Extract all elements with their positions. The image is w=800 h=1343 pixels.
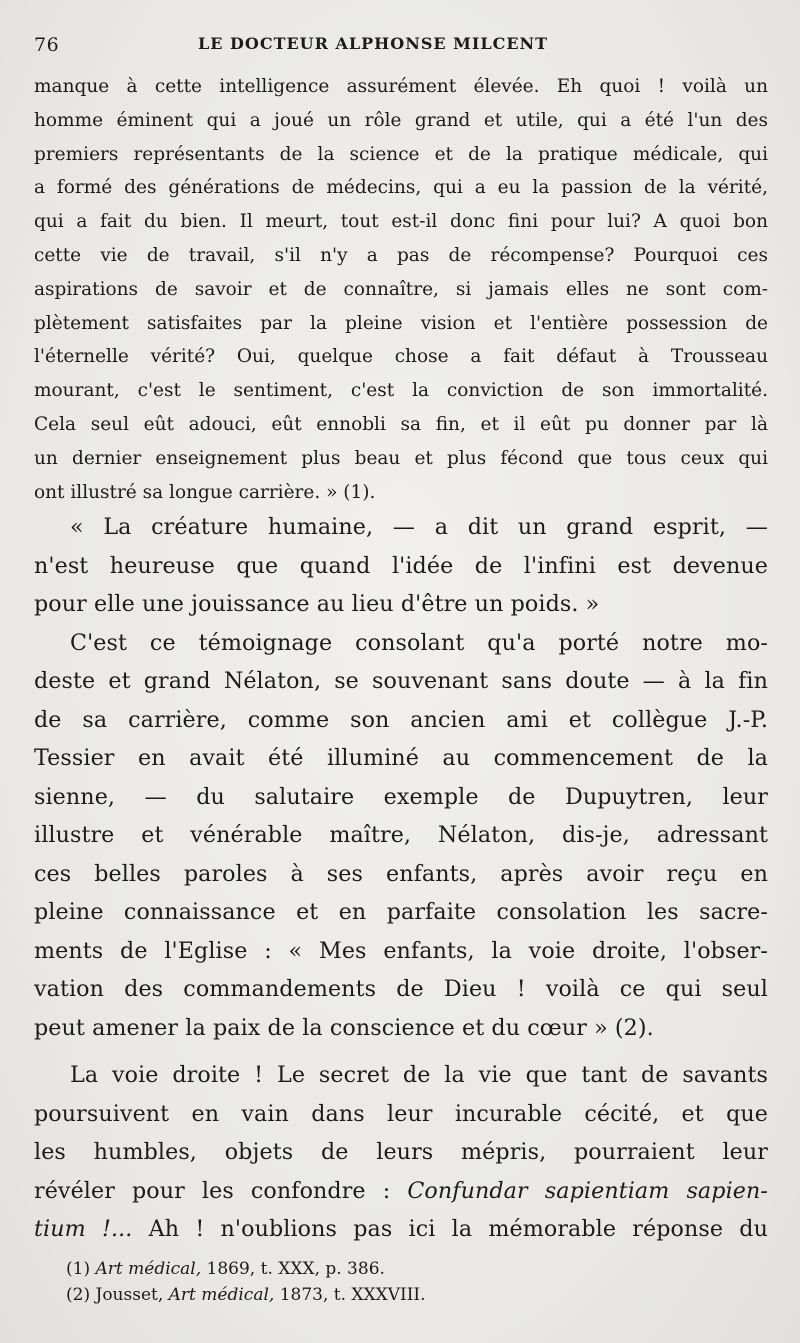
paragraph-voie-droite (34, 1056, 768, 1249)
text-line: premiers représentants de la science et de la pratique médicale, qui (34, 143, 768, 165)
text-segment: Ah ! n'oublions pas ici la mémorable réponse du (132, 1216, 768, 1242)
text-line: cette vie de travail, s'il n'y a pas de récompense? Pourquoi ces (34, 244, 768, 266)
latin-quote: Confundar sapientiam sapien- (407, 1177, 768, 1204)
text-line: a formé des générations de médecins, qui a eu la passion de la vérité, (34, 177, 768, 199)
text-line-with-latin (34, 1172, 768, 1211)
text-line: Cela seul eût adouci, eût ennobli sa fin, et il eût pu donner par là (34, 413, 768, 435)
text-line: un dernier enseignement plus beau et plus fécond que tous ceux qui (34, 447, 768, 469)
text-line: ont illustré sa longue carrière. » (1). (34, 481, 376, 503)
text-line: C'est ce témoignage consolant qu'a porté notre mo- (70, 629, 768, 656)
text-line-with-latin (34, 1210, 768, 1249)
text-line: de sa carrière, comme son ancien ami et collègue J.-P. (34, 706, 768, 733)
footnote-citation: 1869, t. XXX, p. 386. (201, 1259, 385, 1279)
text-line: plètement satisfaites par la pleine vision et l'entière possession de (34, 312, 768, 334)
text-line: mourant, c'est le sentiment, c'est la conviction de son immortalité. (34, 380, 768, 402)
text-line: n'est heureuse que quand l'idée de l'infini est devenue (34, 552, 768, 579)
footnote-source: Art médical, (168, 1285, 275, 1305)
running-title: LE DOCTEUR ALPHONSE MILCENT (198, 34, 549, 53)
paragraph-nelaton (34, 508, 768, 1047)
footnotes (66, 1256, 766, 1308)
text-line: pleine connaissance et en parfaite consolation les sacre- (34, 899, 768, 925)
footnote-source: Art médical, (95, 1259, 202, 1279)
footnote-marker: (2) (66, 1285, 91, 1305)
text-line: les humbles, objets de leurs mépris, pourraient leur (34, 1139, 768, 1165)
text-line: pour elle une jouissance au lieu d'être un poids. » (34, 591, 600, 617)
text-line: deste et grand Nélaton, se souvenant sans doute — à la fin (34, 668, 768, 694)
text-line: l'éternelle vérité? Oui, quelque chose a fait défaut à Trousseau (34, 346, 768, 368)
latin-quote: tium !... (34, 1216, 133, 1242)
page-header (34, 34, 764, 62)
paragraph-trousseau (34, 70, 768, 509)
text-line: qui a fait du bien. Il meurt, tout est-il donc fini pour lui? A quoi bon (34, 211, 768, 233)
text-line: « La créature humaine, — a dit un grand esprit, — (70, 514, 768, 540)
text-line: manque à cette intelligence assurément élevée. Eh quoi ! voilà un (34, 76, 768, 97)
footnote-2 (66, 1282, 766, 1308)
text-line: vation des commandements de Dieu ! voilà ce qui seul (34, 976, 768, 1002)
text-line: sienne, — du salutaire exemple de Dupuytren, leur (34, 783, 768, 810)
footnote-marker: (1) (66, 1259, 91, 1279)
text-line: ments de l'Eglise : « Mes enfants, la voie droite, l'obser- (34, 937, 768, 964)
text-line: La voie droite ! Le secret de la vie que tant de savants (70, 1062, 768, 1088)
footnote-1 (66, 1256, 766, 1282)
text-line: illustre et vénérable maître, Nélaton, dis-je, adressant (34, 822, 768, 848)
page-number: 76 (34, 34, 60, 56)
text-line: ces belles paroles à ses enfants, après avoir reçu en (34, 860, 768, 887)
footnote-citation: 1873, t. XXXVIII. (274, 1285, 426, 1305)
text-segment: révéler pour les confondre : (34, 1177, 408, 1204)
footnote-author: Jousset, (90, 1285, 169, 1305)
text-line: aspirations de savoir et de connaître, si jamais elles ne sont com- (34, 278, 768, 300)
text-line: poursuivent en vain dans leur incurable cécité, et que (34, 1100, 768, 1127)
text-line: peut amener la paix de la conscience et du cœur » (2). (34, 1014, 654, 1041)
text-line: homme éminent qui a joué un rôle grand et utile, qui a été l'un des (34, 109, 768, 131)
text-line: Tessier en avait été illuminé au commencement de la (34, 745, 768, 771)
